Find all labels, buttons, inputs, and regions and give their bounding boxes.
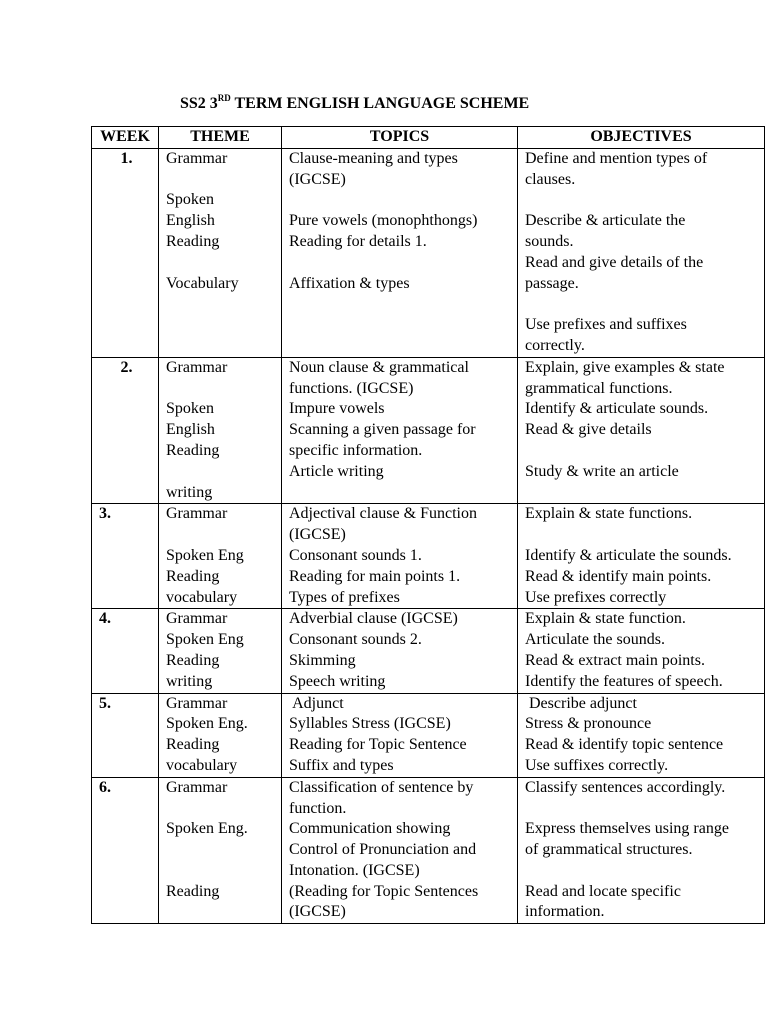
- objectives-line: information.: [525, 903, 605, 921]
- theme-line: Reading: [166, 567, 220, 585]
- header-week: WEEK: [92, 127, 159, 149]
- theme-line: [166, 799, 277, 820]
- topics-line: [289, 294, 513, 315]
- theme-line: vocabulary: [166, 588, 238, 606]
- objectives-line: passage.: [525, 274, 579, 292]
- objectives-line: [525, 483, 760, 504]
- theme-line: Spoken: [166, 400, 214, 418]
- header-objectives: OBJECTIVES: [518, 127, 765, 149]
- theme-line: Grammar: [166, 694, 228, 712]
- header-row: [92, 127, 765, 149]
- title-main: SS2 3: [180, 95, 218, 112]
- topics-line: Impure vowels: [289, 400, 385, 418]
- theme-line: [166, 170, 277, 191]
- objectives-line: [525, 190, 760, 211]
- topics-line: Article writing: [289, 462, 384, 480]
- theme-cell: [159, 777, 282, 924]
- objectives-line: [525, 799, 760, 820]
- table-row: [92, 777, 765, 924]
- theme-line: Spoken Eng.: [166, 715, 248, 733]
- topics-cell: [282, 357, 518, 504]
- objectives-line: Use prefixes correctly: [525, 588, 667, 606]
- topics-line: (IGCSE): [289, 903, 346, 921]
- theme-line: Reading: [166, 736, 220, 754]
- topics-line: Suffix and types: [289, 756, 394, 774]
- topics-line: Adjectival clause & Function: [289, 505, 477, 523]
- theme-line: Reading: [166, 651, 220, 669]
- topics-line: Control of Pronunciation and: [289, 841, 477, 859]
- theme-line: Grammar: [166, 778, 228, 796]
- topics-line: Scanning a given passage for: [289, 421, 476, 439]
- theme-cell: [159, 148, 282, 357]
- objectives-cell: [518, 357, 765, 504]
- topics-line: Reading for main points 1.: [289, 567, 461, 585]
- topics-line: function.: [289, 799, 347, 817]
- scheme-table: [91, 126, 765, 924]
- theme-cell: [159, 504, 282, 609]
- objectives-line: Explain, give examples & state: [525, 358, 725, 376]
- objectives-line: [525, 294, 760, 315]
- theme-line: [166, 315, 277, 336]
- theme-line: [166, 253, 277, 274]
- week-number: 1.: [92, 148, 159, 357]
- objectives-line: sounds.: [525, 232, 574, 250]
- topics-line: Speech writing: [289, 672, 386, 690]
- topics-line: Classification of sentence by: [289, 778, 474, 796]
- objectives-line: [525, 441, 760, 462]
- theme-line: [166, 379, 277, 400]
- topics-line: [289, 483, 513, 504]
- objectives-line: Read and give details of the: [525, 253, 704, 271]
- theme-cell: [159, 693, 282, 777]
- objectives-line: Explain & state function.: [525, 610, 686, 628]
- topics-line: specific information.: [289, 441, 423, 459]
- objectives-line: [525, 861, 760, 882]
- topics-line: Intonation. (IGCSE): [289, 861, 420, 879]
- objectives-line: of grammatical structures.: [525, 841, 693, 859]
- theme-line: Spoken: [166, 191, 214, 209]
- objectives-line: Read & give details: [525, 421, 652, 439]
- theme-line: writing: [166, 672, 213, 690]
- objectives-line: Describe & articulate the: [525, 212, 686, 230]
- header-theme: THEME: [159, 127, 282, 149]
- table-row: [92, 693, 765, 777]
- week-number: 2.: [92, 357, 159, 504]
- objectives-line: Identify & articulate the sounds.: [525, 546, 732, 564]
- topics-line: Reading for details 1.: [289, 232, 427, 250]
- week-number: 3.: [92, 504, 159, 609]
- topics-line: (Reading for Topic Sentences: [289, 882, 479, 900]
- table-row: [92, 357, 765, 504]
- topics-line: [289, 336, 513, 357]
- topics-cell: [282, 148, 518, 357]
- theme-line: Spoken Eng: [166, 631, 244, 649]
- topics-cell: [282, 777, 518, 924]
- header-topics: TOPICS: [282, 127, 518, 149]
- objectives-line: Stress & pronounce: [525, 715, 652, 733]
- objectives-line: Identify & articulate sounds.: [525, 400, 709, 418]
- theme-line: [166, 861, 277, 882]
- theme-line: English: [166, 421, 215, 439]
- objectives-line: Articulate the sounds.: [525, 631, 665, 649]
- table-row: [92, 609, 765, 693]
- topics-line: Pure vowels (monophthongs): [289, 212, 478, 230]
- objectives-line: Read & identify topic sentence: [525, 736, 724, 754]
- theme-line: [166, 840, 277, 861]
- theme-line: Grammar: [166, 505, 228, 523]
- theme-line: [166, 336, 277, 357]
- theme-line: Grammar: [166, 149, 228, 167]
- theme-line: [166, 902, 277, 923]
- objectives-line: Read & extract main points.: [525, 651, 705, 669]
- topics-cell: [282, 693, 518, 777]
- objectives-cell: [518, 777, 765, 924]
- objectives-cell: [518, 609, 765, 693]
- theme-line: Spoken Eng: [166, 546, 244, 564]
- objectives-line: grammatical functions.: [525, 379, 673, 397]
- objectives-line: Define and mention types of: [525, 149, 708, 167]
- topics-line: Clause-meaning and types: [289, 149, 458, 167]
- topics-line: [289, 315, 513, 336]
- objectives-line: Study & write an article: [525, 462, 679, 480]
- objectives-line: Describe adjunct: [525, 694, 637, 712]
- objectives-line: Read & identify main points.: [525, 567, 712, 585]
- topics-line: Adverbial clause (IGCSE): [289, 610, 458, 628]
- theme-line: [166, 525, 277, 546]
- objectives-cell: [518, 693, 765, 777]
- theme-line: vocabulary: [166, 756, 238, 774]
- objectives-line: Classify sentences accordingly.: [525, 778, 726, 796]
- theme-line: Reading: [166, 882, 220, 900]
- objectives-line: Identify the features of speech.: [525, 672, 723, 690]
- theme-line: Reading: [166, 232, 220, 250]
- topics-line: Reading for Topic Sentence: [289, 736, 467, 754]
- theme-cell: [159, 357, 282, 504]
- topics-line: Consonant sounds 1.: [289, 546, 422, 564]
- objectives-line: Express themselves using range: [525, 820, 729, 838]
- topics-line: Adjunct: [289, 694, 344, 712]
- topics-line: Types of prefixes: [289, 588, 400, 606]
- objectives-line: Read and locate specific: [525, 882, 681, 900]
- topics-line: Syllables Stress (IGCSE): [289, 715, 451, 733]
- topics-line: [289, 190, 513, 211]
- objectives-line: Explain & state functions.: [525, 505, 693, 523]
- topics-cell: [282, 609, 518, 693]
- topics-line: Noun clause & grammatical: [289, 358, 469, 376]
- theme-line: Grammar: [166, 358, 228, 376]
- theme-line: English: [166, 212, 215, 230]
- objectives-line: [525, 525, 760, 546]
- table-row: [92, 504, 765, 609]
- week-number: 4.: [92, 609, 159, 693]
- document-title: [180, 93, 529, 113]
- topics-line: (IGCSE): [289, 170, 346, 188]
- week-number: 5.: [92, 693, 159, 777]
- topics-line: Affixation & types: [289, 274, 410, 292]
- title-rest: TERM ENGLISH LANGUAGE SCHEME: [230, 95, 530, 112]
- topics-line: (IGCSE): [289, 526, 346, 544]
- theme-line: [166, 294, 277, 315]
- theme-line: Reading: [166, 441, 220, 459]
- topics-line: [289, 253, 513, 274]
- theme-line: [166, 462, 277, 483]
- theme-cell: [159, 609, 282, 693]
- topics-line: Skimming: [289, 651, 356, 669]
- topics-cell: [282, 504, 518, 609]
- title-superscript: RD: [217, 93, 231, 103]
- theme-line: writing: [166, 483, 213, 501]
- topics-line: Consonant sounds 2.: [289, 631, 422, 649]
- objectives-line: Use suffixes correctly.: [525, 756, 669, 774]
- topics-line: functions. (IGCSE): [289, 379, 414, 397]
- theme-line: Spoken Eng.: [166, 820, 248, 838]
- objectives-line: correctly.: [525, 336, 585, 354]
- theme-line: Grammar: [166, 610, 228, 628]
- theme-line: Vocabulary: [166, 274, 239, 292]
- topics-line: Communication showing: [289, 820, 451, 838]
- objectives-cell: [518, 504, 765, 609]
- objectives-cell: [518, 148, 765, 357]
- objectives-line: Use prefixes and suffixes: [525, 316, 687, 334]
- objectives-line: clauses.: [525, 170, 576, 188]
- table-row: [92, 148, 765, 357]
- week-number: 6.: [92, 777, 159, 924]
